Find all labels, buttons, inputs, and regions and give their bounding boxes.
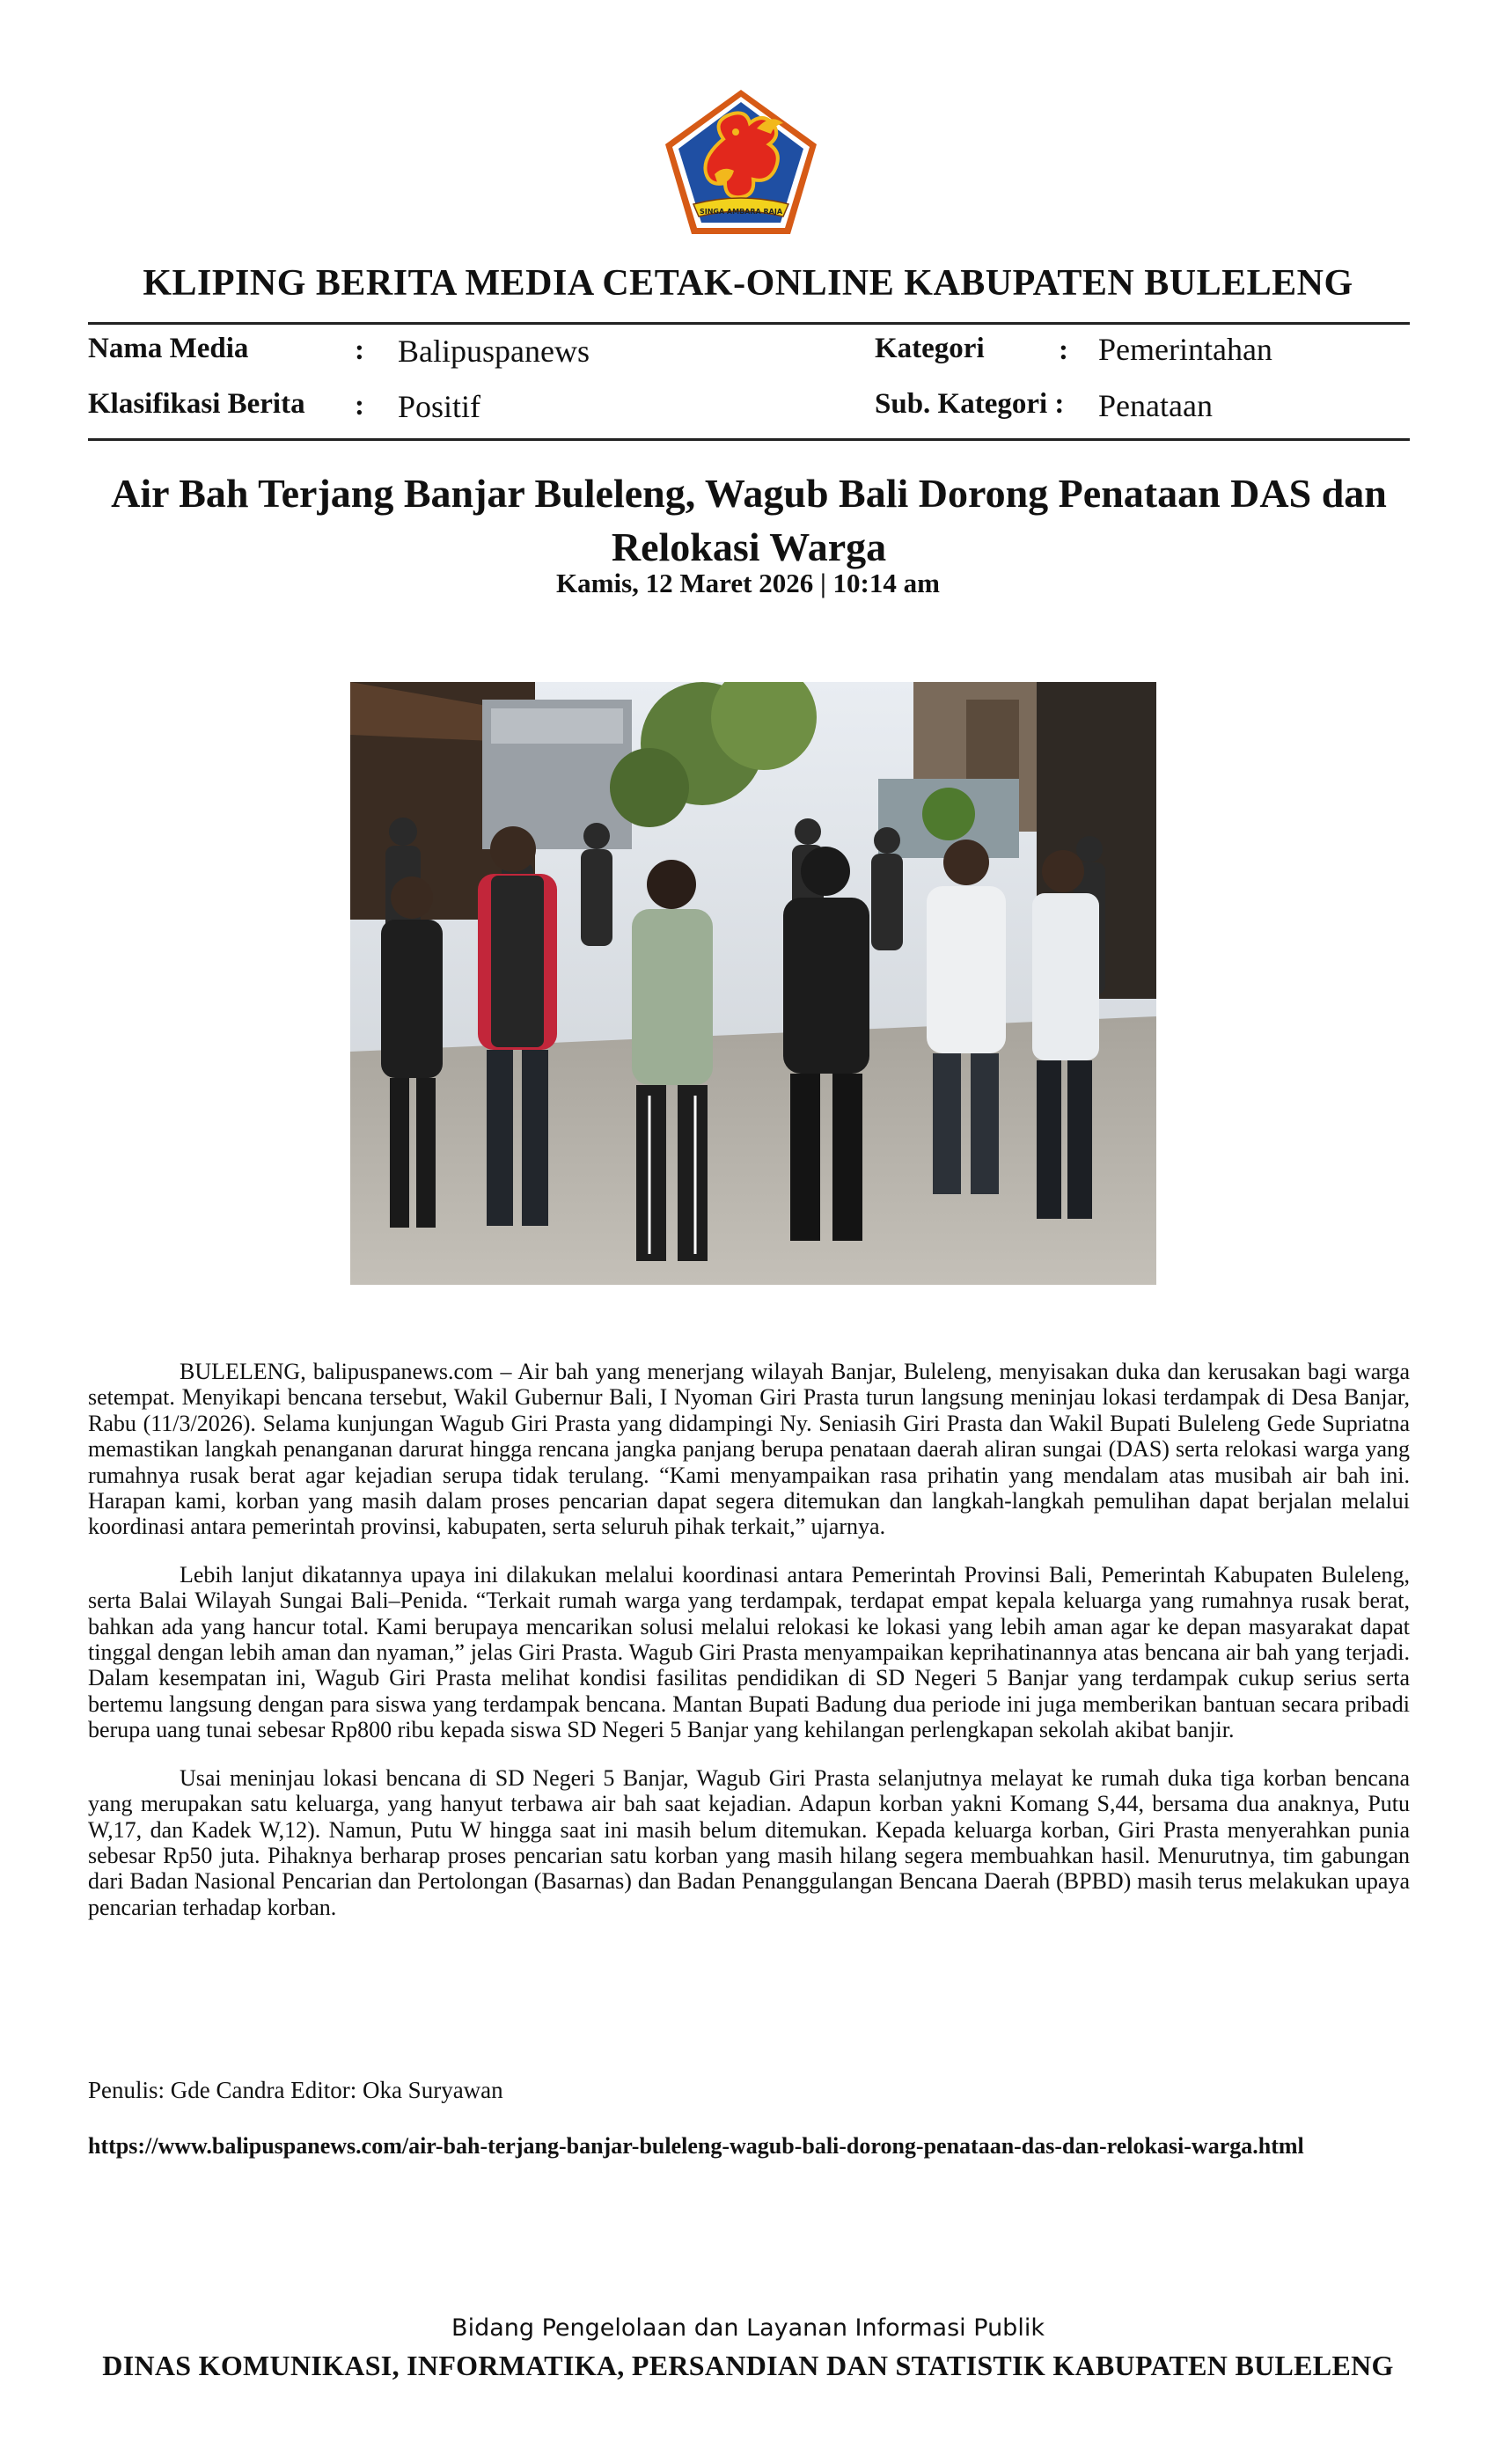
crest-svg — [662, 86, 820, 238]
kategori-value: Pemerintahan — [1098, 332, 1272, 367]
news-photo-crowd-walking — [350, 682, 1156, 1285]
kategori-label: Kategori — [875, 333, 985, 364]
footer-agency: DINAS KOMUNIKASI, INFORMATIKA, PERSANDIAN DAN STATISTIK KABUPATEN BULELENG — [102, 2350, 1394, 2381]
subkategori-label: Sub. Kategori : — [875, 388, 1065, 420]
kategori-colon: : — [1059, 334, 1068, 366]
header-rule-top — [88, 322, 1410, 325]
source-url: https://www.balipuspanews.com/air-bah-terjang-banjar-buleleng-wagub-bali-dorong-penataan-das-dan-relokasi-warga.html — [88, 2133, 1304, 2159]
clipping-header-title: KLIPING BERITA MEDIA CETAK-ONLINE KABUPATEN BULELENG — [143, 263, 1353, 304]
media-label: Nama Media — [88, 333, 249, 364]
klasifikasi-value: Positif — [398, 389, 481, 424]
header-rule-bottom — [88, 438, 1410, 441]
article-date: Kamis, 12 Maret 2026 | 10:14 am — [556, 568, 940, 598]
article-paragraph-1: BULELENG, balipuspanews.com – Air bah yang menerjang wilayah Banjar, Buleleng, menyisakan duka dan kerusakan bagi warga setempat. Menyikapi bencana tersebut, Wakil Gubernur Bali, I Nyoman Giri Prasta turun langsung meninjau lokasi terdampak di Desa Banjar, Rabu (11/3/2026). Selama kunjungan Wagub Giri Prasta yang didampingi Ny. Seniasih Giri Prasta dan Wakil Bupati Buleleng Gede Supriatna memastikan langkah penanganan darurat hingga rencana jangka panjang berupa penataan daerah aliran sungai (DAS) serta relokasi warga yang rumahnya rusak berat agar kejadian serupa tidak terulang. “Kami menyampaikan rasa prihatin yang mendalam atas musibah air bah ini. Harapan kami, korban yang masih dalam proses pencarian dapat segera ditemukan dan langkah-langkah pemulihan dapat berjalan melalui koordinasi antara pemerintah provinsi, kabupaten, serta seluruh pihak terkait,” ujarnya. — [88, 1359, 1410, 1540]
klasifikasi-colon: : — [355, 390, 364, 422]
crest-motto-text: SINGA AMBARA RAJA — [699, 208, 783, 216]
article-body — [88, 1359, 1410, 1942]
author-editor-credit: Penulis: Gde Candra Editor: Oka Suryawan — [88, 2077, 503, 2103]
media-value: Balipuspanews — [398, 334, 590, 369]
article-paragraph-2: Lebih lanjut dikatannya upaya ini dilakukan melalui koordinasi antara Pemerintah Provinsi Bali, Pemerintah Kabupaten Buleleng, serta Balai Wilayah Sungai Bali–Penida. “Terkait rumah warga yang terdampak, terdapat empat kepala keluarga yang rumahnya rusak berat, bahkan ada yang hancur total. Kami berupaya mencarikan solusi melalui relokasi ke lokasi yang lebih aman agar ke depan masyarakat dapat tinggal dengan lebih aman dan nyaman,” jelas Giri Prasta. Wagub Giri Prasta menyampaikan keprihatinannya atas bencana air bah yang terjadi. Dalam kesempatan ini, Wagub Giri Prasta melihat kondisi fasilitas pendidikan di SD Negeri 5 Banjar yang terdampak cukup serius serta bertemu langsung dengan para siswa yang terdampak bencana. Mantan Bupati Badung dua periode ini juga memberikan bantuan secara pribadi berupa uang tunai sebesar Rp800 ribu kepada siswa SD Negeri 5 Banjar yang kehilangan perlengkapan sekolah akibat banjir. — [88, 1561, 1410, 1743]
article-paragraph-3: Usai meninjau lokasi bencana di SD Negeri 5 Banjar, Wagub Giri Prasta selanjutnya melayat ke rumah duka tiga korban bencana yang merupakan satu keluarga, yang hanyut terbawa air bah saat kejadian. Adapun korban yakni Komang S,44, bersama dua anaknya, Putu W,17, dan Kadek W,12). Namun, Putu W hingga saat ini masih belum ditemukan. Kepada keluarga korban, Giri Prasta menyerahkan punia sebesar Rp50 juta. Pihaknya berharap proses pencarian satu korban yang masih hilang segera membuahkan hasil. Menurutnya, tim gabungan dari Badan Nasional Pencarian dan Pertolongan (Basarnas) dan Badan Penanggulangan Bencana Daerah (BPBD) masih terus melakukan upaya pencarian terhadap korban. — [88, 1764, 1410, 1920]
news-photo — [350, 682, 1156, 1285]
klasifikasi-label: Klasifikasi Berita — [88, 388, 305, 420]
subkategori-value: Penataan — [1098, 388, 1213, 423]
footer-division: Bidang Pengelolaan dan Layanan Informasi Publik — [451, 2314, 1045, 2342]
kabupaten-buleleng-crest-icon — [662, 86, 820, 238]
media-colon: : — [355, 334, 364, 366]
article-title: Air Bah Terjang Banjar Buleleng, Wagub Bali Dorong Penataan DAS dan Relokasi Warga — [111, 471, 1387, 569]
